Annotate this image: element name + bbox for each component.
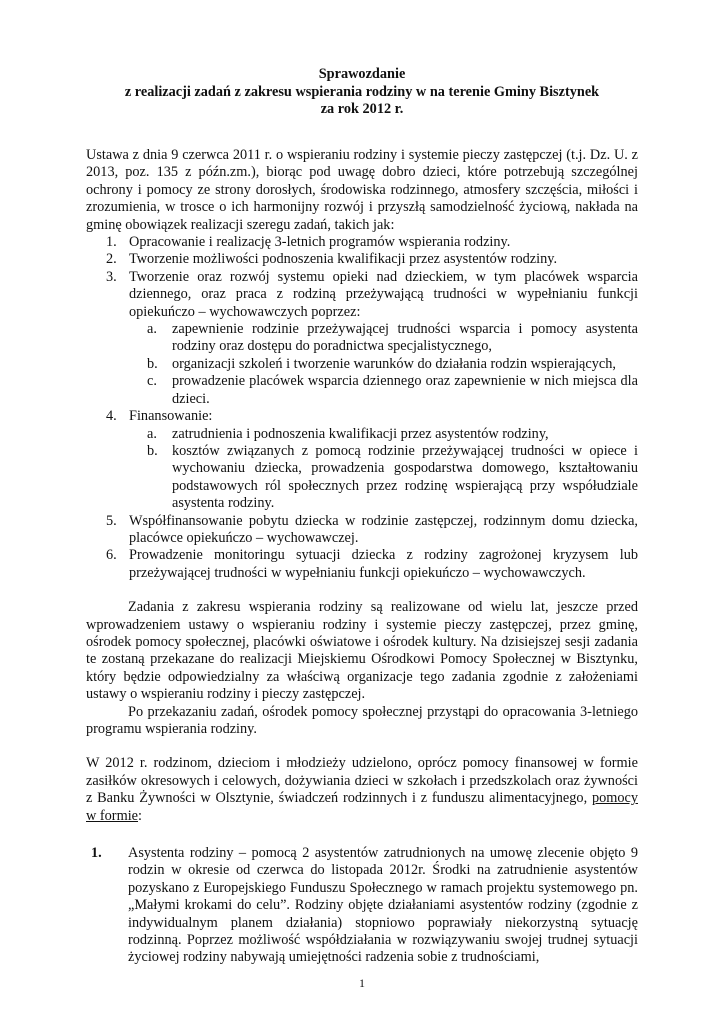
sub-list-text: prowadzenie placówek wsparcia dziennego oraz zapewnienie w nich miejsca dla dzieci. <box>172 373 638 407</box>
sub-list-text: zatrudnienia i podnoszenia kwalifikacji przez asystentów rodziny, <box>172 425 549 442</box>
paragraph-support-2012 <box>86 755 638 825</box>
tasks-list <box>86 234 638 582</box>
list-item <box>86 251 638 268</box>
list-item <box>86 269 638 408</box>
list-item <box>86 547 638 582</box>
sub-list-letter: b. <box>147 442 158 459</box>
list-item-text: Tworzenie możliwości podnoszenia kwalifikacji przez asystentów rodziny. <box>129 251 558 268</box>
sub-list-text: zapewnienie rodzinie przeżywającej trudności wsparcia i pomocy asystenta rodziny oraz dostępu do poradnictwa specjalistycznego, <box>172 321 638 355</box>
title-line-1: Sprawozdanie <box>318 66 406 82</box>
sub-list-item <box>129 356 638 373</box>
sub-list-item <box>129 426 638 443</box>
paragraph-support-text: W 2012 r. rodzinom, dzieciom i młodzieży udzielono, oprócz pomocy finansowej w formie zasiłków okresowych i celowych, dożywiania dzieci w szkołach i przedszkolach oraz żywności z Banku Żywności w Olsztynie, świadczeń rodzinnych i z funduszu alimentacyjnego, <box>86 755 638 807</box>
sub-list-item <box>129 321 638 356</box>
section-text: Asystenta rodziny – pomocą 2 asystentów zatrudnionych na umowę zlecenie objęto 9 rodzin w okresie od czerwca do listopada 2012r. Środki na zatrudnienie asystentów pozyskano z Europejskiego Funduszu Społecznego w ramach projektu systemowego pn. „Małymi krokami do celu”. Rodziny objęte działaniami asystentów rodziny (zgodnie z indywidualnym planem działania) stopniowo poprawiały niekorzystną sytuację rodzinną. Poprzez możliwość współdziałania w rozwiązywaniu swojej trudnej sytuacji życiowej rodziny nabywają umiejętności radzenia sobie z trudnościami, <box>128 845 638 966</box>
page-number: 1 <box>359 976 365 990</box>
sub-list-letter: b. <box>147 355 158 372</box>
list-item-number: 5. <box>106 512 117 529</box>
list-item-number: 1. <box>106 234 117 251</box>
sub-list-text: kosztów związanych z pomocą rodzinie przeżywającej trudności w opiece i wychowaniu dziecka, prowadzenia gospodarstwa domowego, kształtowaniu podstawowych ról społecznych przez rodzinę wspierającą przy współudziale asystenta rodziny. <box>172 442 638 512</box>
sub-list-text: organizacji szkoleń i tworzenie warunków do działania rodzin wspierających, <box>172 355 616 372</box>
underlined-phrase: pomocy w formie <box>86 790 638 824</box>
list-item <box>86 234 638 251</box>
list-item-text: Opracowanie i realizację 3-letnich programów wspierania rodziny. <box>129 234 511 251</box>
list-item-text: Tworzenie oraz rozwój systemu opieki nad dzieckiem, w tym placówek wsparcia dziennego, oraz praca z rodziną przeżywającą trudności w wypełnianiu funkcji opiekuńczo – wychowawczych poprzez: <box>129 268 638 320</box>
sub-list-letter: a. <box>147 425 157 442</box>
title-line-2: z realizacji zadań z zakresu wspierania rodziny w na terenie Gminy Bisztynek <box>124 83 600 100</box>
list-item <box>86 513 638 548</box>
sub-list-item <box>129 373 638 408</box>
list-item-text: Prowadzenie monitoringu sytuacji dziecka z rodziny zagrożonej kryzysem lub przeżywającej trudności w wypełnianiu funkcji opiekuńczo – wychowawczych. <box>129 547 638 581</box>
list-item <box>86 408 638 512</box>
list-item-text: Finansowanie: <box>129 408 213 425</box>
sub-list-letter: c. <box>147 373 157 390</box>
list-item-text: Współfinansowanie pobytu dziecka w rodzinie zastępczej, rodzinnym domu dziecka, placówce opiekuńczo – wychowawczej. <box>129 512 638 546</box>
list-item-number: 2. <box>106 251 117 268</box>
section-number: 1. <box>91 845 102 862</box>
intro-paragraph: Ustawa z dnia 9 czerwca 2011 r. o wspieraniu rodziny i systemie pieczy zastępczej (t.j. Dz. U. z 2013, poz. 135 z późn.zm.), biorąc pod uwagę dobro dzieci, które potrzebują szczególnej ochrony i pomocy ze strony dorosłych, środowiska rodzinnego, atmosfery szczęścia, miłości i zrozumienia, w trosce o ich harmonijny rozwój i przyszłą samodzielność życiową, nakłada na gminę obowiązek realizacji szeregu zadań, takich jak: <box>86 147 638 233</box>
document-title <box>0 66 724 119</box>
section-family-assistant <box>86 845 638 967</box>
list-item-number: 4. <box>106 408 117 425</box>
sub-list-letter: a. <box>147 321 157 338</box>
list-item-number: 6. <box>106 547 117 564</box>
sub-list-item <box>129 443 638 513</box>
paragraph-tasks-realization: Zadania z zakresu wspierania rodziny są realizowane od wielu lat, jeszcze przed wprowadzeniem ustawy o wspieraniu rodziny i systemie pieczy zastępczej, przez gminę, ośrodek pomocy społecznej, placówki oświatowe i ośrodek kultury. Na dzisiejszej sesji zadania te zostaną przekazane do realizacji Miejskiemu Ośrodkowi Pomocy Społecznej w Bisztynku, który będzie odpowiedzialny za właściwą organizacje tego zadania zgodnie z założeniami ustawy o wspieraniu rodziny i pieczy zastępczej. <box>86 599 638 703</box>
paragraph-program: Po przekazaniu zadań, ośrodek pomocy społecznej przystąpi do opracowania 3-letniego programu wspierania rodziny. <box>86 703 638 737</box>
paragraph-support-end: : <box>138 807 142 824</box>
title-line-3: za rok 2012 r. <box>320 101 404 117</box>
intro-section <box>86 147 638 967</box>
list-item-number: 3. <box>106 268 117 285</box>
